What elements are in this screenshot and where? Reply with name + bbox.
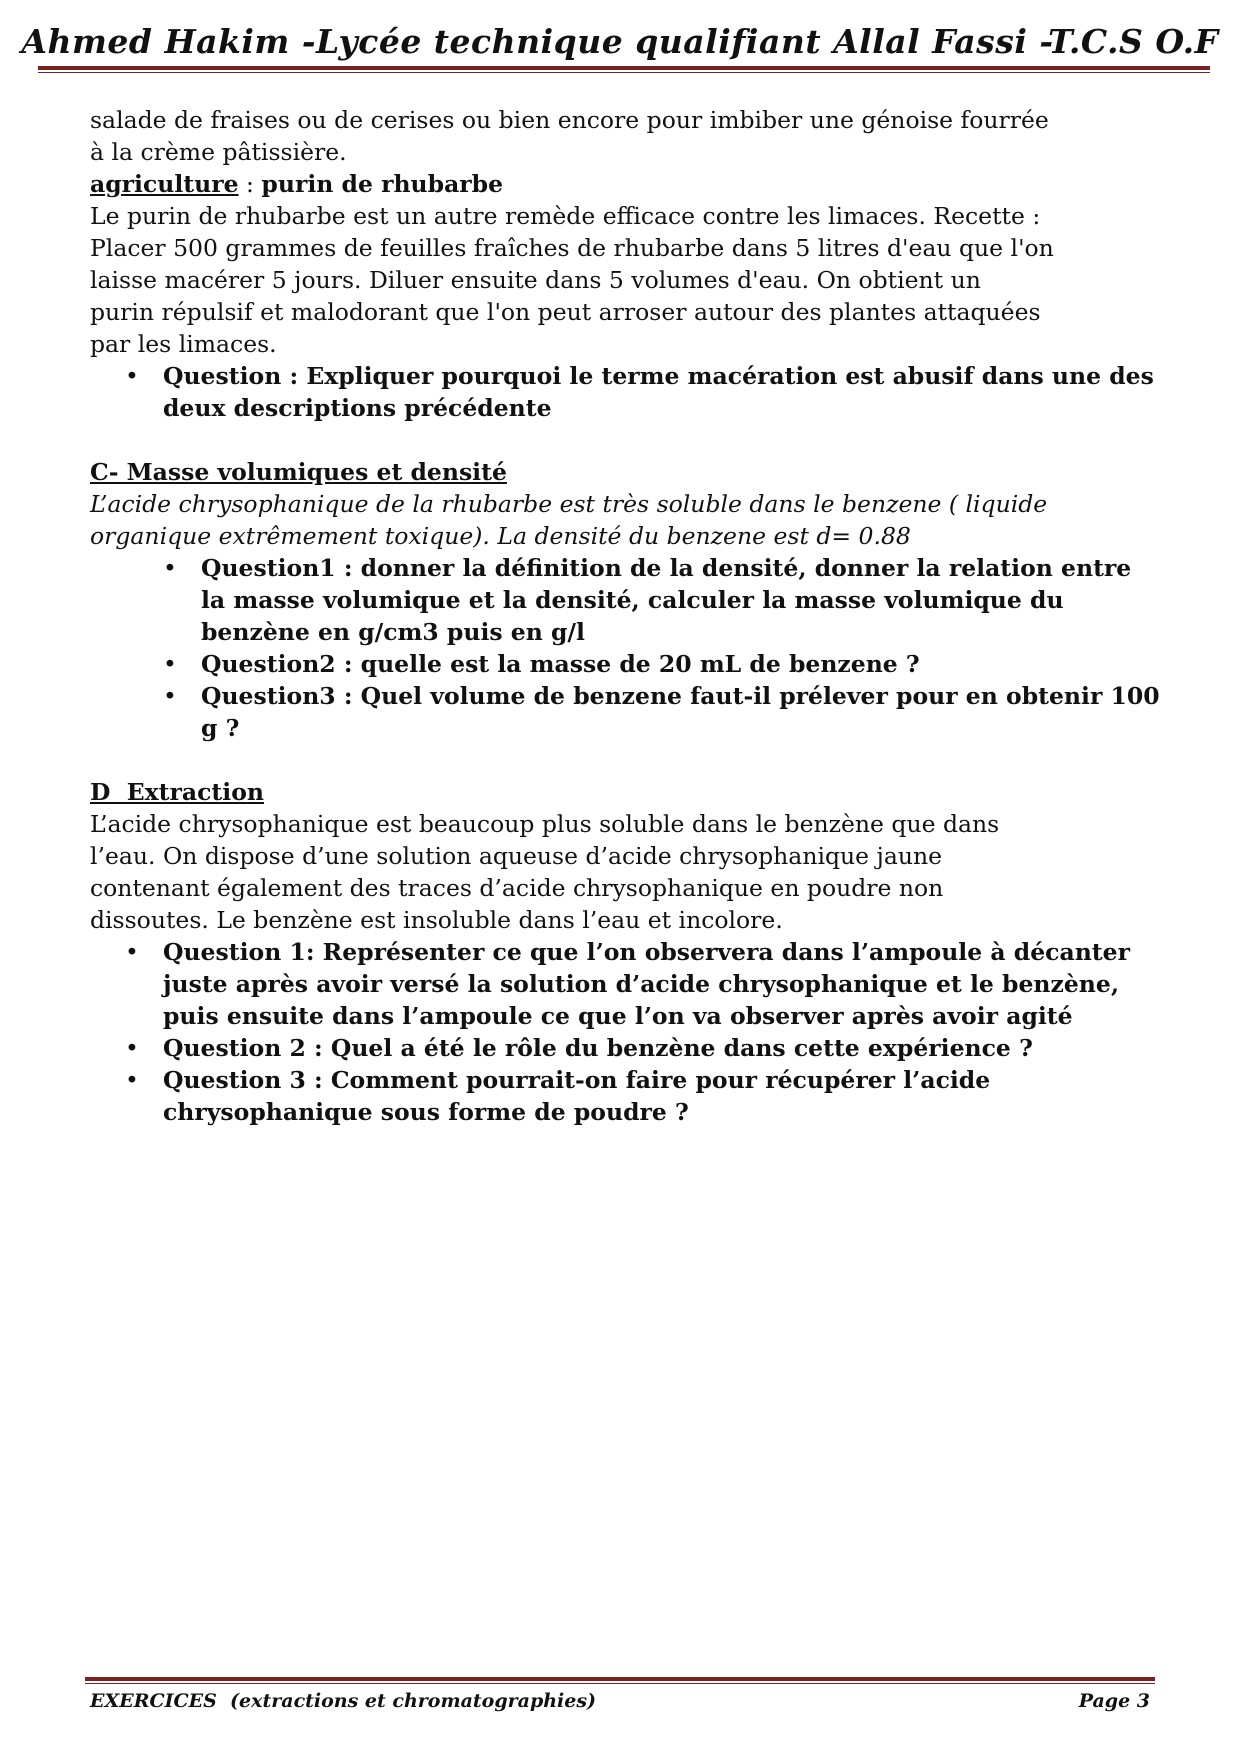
agriculture-question-list bbox=[90, 360, 1160, 424]
document-body bbox=[90, 104, 1160, 1128]
section-d-text-line: l’eau. On dispose d’une solution aqueuse d’acide chrysophanique jaune bbox=[90, 842, 943, 870]
question-text: Question : Expliquer pourquoi le terme macération est abusif dans une des deux descriptions précédente bbox=[163, 362, 1154, 422]
page-header-title: Ahmed Hakim -Lycée technique qualifiant Allal Fassi -T.C.S O.F bbox=[21, 22, 1219, 61]
question-text: Question 3 : Comment pourrait-on faire pour récupérer l’acide chrysophanique sous forme de poudre ? bbox=[163, 1066, 991, 1126]
question-item bbox=[90, 648, 1160, 680]
question-item bbox=[90, 1032, 1160, 1064]
header-divider-thin bbox=[38, 72, 1210, 73]
footer-divider bbox=[85, 1677, 1155, 1681]
section-d-heading: D Extraction bbox=[90, 778, 264, 806]
page-number: Page 3 bbox=[1078, 1690, 1150, 1712]
bullet-icon: • bbox=[163, 650, 177, 678]
agriculture-title: purin de rhubarbe bbox=[261, 170, 504, 198]
agriculture-text-line: laisse macérer 5 jours. Diluer ensuite dans 5 volumes d'eau. On obtient un bbox=[90, 266, 981, 294]
section-d-question-list bbox=[90, 936, 1160, 1128]
question-item bbox=[90, 1064, 1160, 1128]
bullet-icon: • bbox=[125, 938, 139, 966]
question-text: Question 1: Représenter ce que l’on observera dans l’ampoule à décanter juste après avoir versé la solution d’acide chrysophanique et le benzène, puis ensuite dans l’ampoule ce que l’on va observer après avoir agité bbox=[163, 938, 1130, 1030]
agriculture-text-line: Le purin de rhubarbe est un autre remède efficace contre les limaces. Recette : bbox=[90, 202, 1041, 230]
question-text: Question1 : donner la définition de la densité, donner la relation entre la masse volumique et la densité, calculer la masse volumique du benzène en g/cm3 puis en g/l bbox=[201, 554, 1132, 646]
intro-line: salade de fraises ou de cerises ou bien encore pour imbiber une génoise fourrée bbox=[90, 106, 1049, 134]
bullet-icon: • bbox=[163, 682, 177, 710]
bullet-icon: • bbox=[125, 1034, 139, 1062]
section-d-text-line: contenant également des traces d’acide chrysophanique en poudre non bbox=[90, 874, 944, 902]
agriculture-text-line: Placer 500 grammes de feuilles fraîches de rhubarbe dans 5 litres d'eau que l'on bbox=[90, 234, 1054, 262]
section-c-heading: C- Masse volumiques et densité bbox=[90, 458, 507, 486]
intro-line: à la crème pâtissière. bbox=[90, 138, 347, 166]
question-text: Question 2 : Quel a été le rôle du benzène dans cette expérience ? bbox=[163, 1034, 1033, 1062]
question-item bbox=[90, 680, 1160, 744]
section-c-intro-line: L’acide chrysophanique de la rhubarbe est très soluble dans le benzene ( liquide bbox=[90, 490, 1048, 518]
section-c-intro-line: organique extrêmement toxique). La densité du benzene est d= 0.88 bbox=[90, 522, 911, 550]
agriculture-separator: : bbox=[238, 170, 262, 198]
agriculture-text-line: purin répulsif et malodorant que l'on peut arroser autour des plantes attaquées bbox=[90, 298, 1041, 326]
bullet-icon: • bbox=[125, 362, 139, 390]
section-d-text-line: dissoutes. Le benzène est insoluble dans l’eau et incolore. bbox=[90, 906, 783, 934]
section-d-text-line: L’acide chrysophanique est beaucoup plus soluble dans le benzène que dans bbox=[90, 810, 1000, 838]
header-divider bbox=[38, 66, 1210, 70]
section-c-question-list bbox=[90, 552, 1160, 744]
bullet-icon: • bbox=[125, 1066, 139, 1094]
agriculture-label: agriculture bbox=[90, 170, 239, 198]
agriculture-text-line: par les limaces. bbox=[90, 330, 277, 358]
question-text: Question3 : Quel volume de benzene faut-il prélever pour en obtenir 100 g ? bbox=[201, 682, 1160, 742]
question-item bbox=[90, 552, 1160, 648]
agriculture-heading bbox=[90, 168, 1160, 200]
footer-divider-thin bbox=[85, 1683, 1155, 1684]
question-text: Question2 : quelle est la masse de 20 mL de benzene ? bbox=[201, 650, 920, 678]
footer-title: EXERCICES (extractions et chromatographies) bbox=[90, 1690, 597, 1712]
bullet-icon: • bbox=[163, 554, 177, 582]
question-item bbox=[90, 360, 1160, 424]
question-item bbox=[90, 936, 1160, 1032]
